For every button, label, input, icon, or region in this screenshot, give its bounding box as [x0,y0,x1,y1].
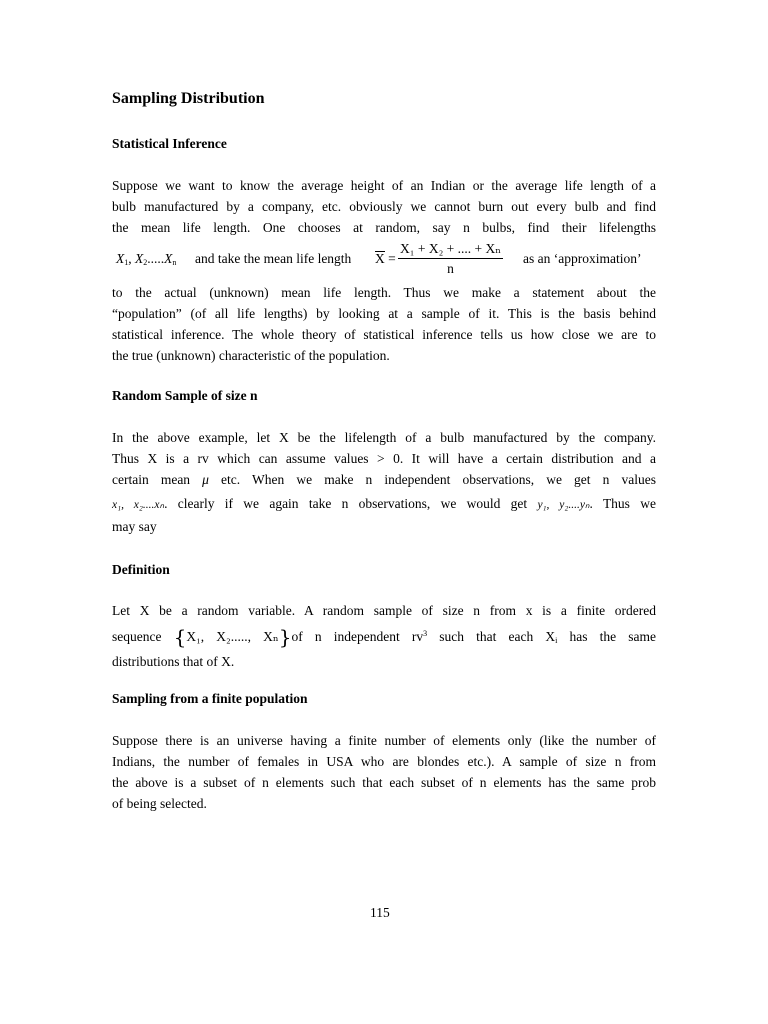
text-line-observations: x₁, x₂....xₙ. clearly if we again take n observations, we would get y₁, y₂....yₙ. Thus we [112,496,656,511]
mean-text: and take the mean life length [195,251,352,266]
approximation-text: as an ‘approximation’ [523,251,642,266]
sample-set: X₁, X₂....., Xₙ [186,629,279,644]
text-line: Suppose we want to know the average height of an Indian or the average life length of a [112,178,656,193]
mean-formula-line [112,241,656,277]
page-number: 115 [370,905,390,920]
section-heading-statistical-inference: Statistical Inference [112,136,227,151]
text-line: Thus X is a rv which can assume values > 0. It will have a certain distribution and a [112,451,656,466]
sample-sequence: $X_1$, $X_2.....X_n$ [116,251,177,267]
text-line: of being selected. [112,796,207,811]
x-values: x₁, x₂....xₙ [112,499,165,511]
section-heading-definition: Definition [112,562,170,577]
text-line: Indians, the number of females in USA who are blondes etc.). A sample of size n from [112,754,656,769]
text-line: “population” (of all life lengths) by looking at a sample of it. This is the basis behind [112,306,656,321]
text-line: distributions that of X. [112,654,235,669]
mu-symbol: μ [202,472,209,487]
text-line: may say [112,519,157,534]
text-line: Let X be a random variable. A random sample of size n from x is a finite ordered [112,603,656,618]
paragraph-definition [112,600,656,672]
paragraph-random-sample [112,427,656,537]
text-line: the above is a subset of n elements such that each subset of n elements has the same prob [112,775,656,790]
paragraph-finite-population [112,730,656,814]
text-line: the mean life length. One chooses at random, say n bulbs, find their lifelengths [112,220,656,235]
text-line: In the above example, let X be the lifelength of a bulb manufactured by the company. [112,430,656,445]
sample-mean-symbol: X = [375,251,396,266]
text-line-sequence: sequence {X₁, X₂....., Xₙ}of n independent $rv^3$ such that each $X_i$ has the same [112,625,656,649]
text-line-mu: certain mean μ etc. When we make n independent observations, we get n values [112,472,656,487]
fraction-denominator: n [447,261,454,276]
section-heading-finite-population: Sampling from a finite population [112,691,308,706]
page-title: Sampling Distribution [112,90,265,107]
mean-fraction [398,241,503,277]
fraction-numerator: X₁ + X₂ + .... + Xₙ [398,241,503,259]
text-line: to the actual (unknown) mean life length. Thus we make a statement about the [112,285,656,300]
text-line: statistical inference. The whole theory of statistical inference tells us how close we are to [112,327,656,342]
footnote-mark: 3 [423,629,428,638]
paragraph-statistical-inference-2 [112,282,656,366]
text-line: bulb manufactured by a company, etc. obviously we cannot burn out every bulb and find [112,199,656,214]
text-line: the true (unknown) characteristic of the population. [112,348,390,363]
y-values: y₁, y₂....yₙ [537,499,590,511]
paragraph-statistical-inference-1 [112,175,656,238]
text-line: Suppose there is an universe having a finite number of elements only (like the number of [112,733,656,748]
section-heading-random-sample: Random Sample of size n [112,388,258,403]
